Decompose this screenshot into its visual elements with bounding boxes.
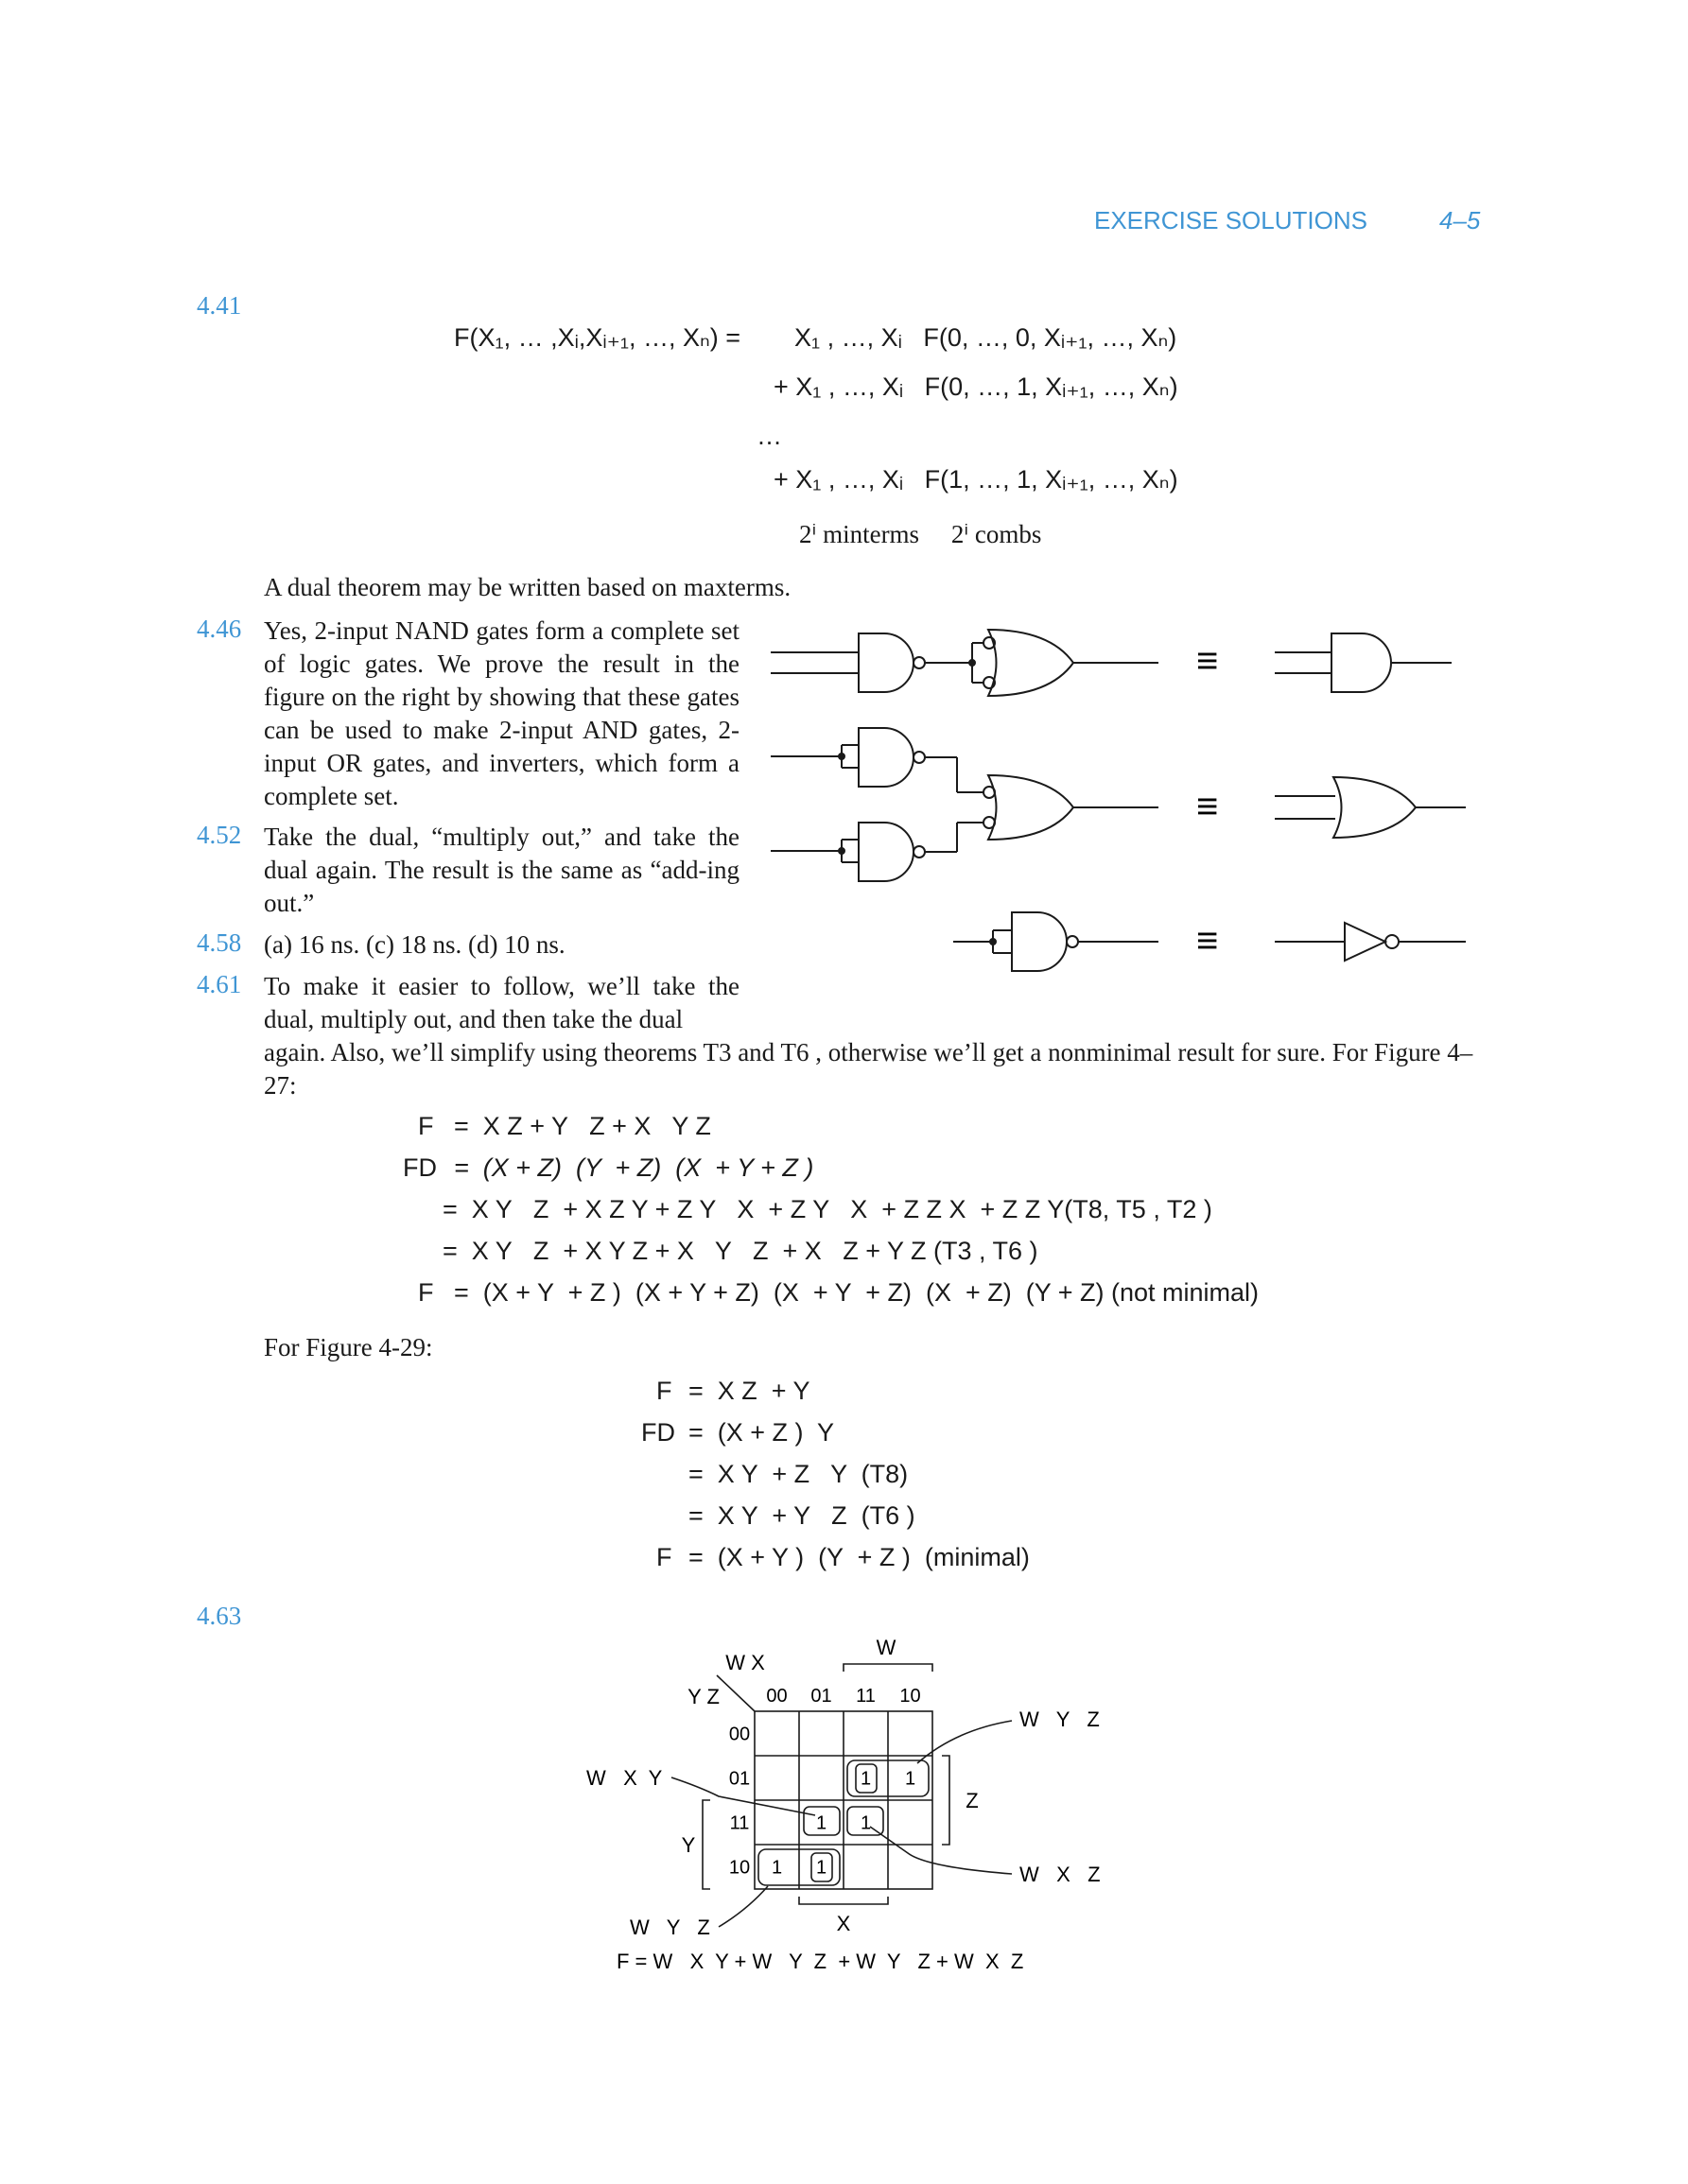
- kmap-cell-value: 1: [904, 1768, 916, 1790]
- kmap-row-header: 00: [728, 1724, 751, 1745]
- kmap-corner-row-label: Y Z: [687, 1685, 720, 1708]
- exercise-text-461-a: To make it easier to follow, we’ll take the dual, multiply out, and then take the dual: [264, 972, 740, 1034]
- eq441-line3: + X₁ , …, Xᵢ F(1, …, 1, Xᵢ₊₁, …, Xₙ): [774, 465, 1178, 494]
- kmap-result-equation: F = W X Y + W Y Z + W Y Z + W X Z: [617, 1950, 1024, 1973]
- exercise-number-461: 4.61: [197, 970, 242, 998]
- kmap-col-header: 01: [810, 1686, 832, 1707]
- page-number: 4–5: [1439, 206, 1481, 234]
- eq-rhs: = X Y Z + X Y Z + X Y Z + X Z + Y Z (T3 , T6 ): [443, 1237, 1038, 1265]
- running-header: EXERCISE SOLUTIONS: [1094, 206, 1367, 234]
- exercise-text-461-b: again. Also, we’ll simplify using theorems T3 and T6 , otherwise we’ll get a nonminimal result for sure. For Figure 4–27:: [264, 1038, 1473, 1101]
- kmap-term-wxz: W X Z: [1019, 1863, 1101, 1886]
- kmap-row-header: 11: [729, 1812, 750, 1834]
- kmap-term-wxy: W X Y: [586, 1766, 663, 1790]
- kmap-col-header: 00: [766, 1686, 788, 1707]
- kmap-row-header: 01: [728, 1768, 751, 1790]
- kmap-cell-value: 1: [860, 1768, 872, 1790]
- kmap-side-y: Y: [681, 1833, 696, 1857]
- kmap-corner-col-label: W X: [725, 1651, 765, 1674]
- eq-rhs: = (X + Y + Z ) (X + Y + Z) (X + Y + Z) (X + Z) (Y + Z) (not minimal): [454, 1278, 1260, 1307]
- exercise-number-441: 4.41: [197, 291, 242, 320]
- exercise-number-452: 4.52: [197, 821, 242, 849]
- equivalence-symbol: ≡: [1196, 920, 1219, 962]
- exercise-number-463: 4.63: [197, 1602, 242, 1630]
- kmap-side-x: X: [836, 1912, 851, 1935]
- eq-rhs: = X Y + Y Z (T6 ): [688, 1501, 915, 1530]
- kmap-var-w: W: [876, 1636, 896, 1659]
- kmap-term-wyz-top: W Y Z: [1019, 1707, 1100, 1731]
- kmap-row-header: 10: [728, 1857, 751, 1879]
- eq-rhs: = X Y Z + X Z Y + Z Y X + Z Y X + Z Z X + Z Z Y(T8, T5 , T2 ): [443, 1195, 1212, 1223]
- figure-429-label: For Figure 4-29:: [264, 1333, 433, 1361]
- eq-rhs: = X Z + Y: [688, 1377, 810, 1405]
- karnaugh-map: [567, 1626, 1135, 1976]
- exercise-text-458: (a) 16 ns. (c) 18 ns. (d) 10 ns.: [264, 930, 566, 959]
- eq-rhs: = X Y + Z Y (T8): [688, 1460, 909, 1488]
- dual-theorem-note: A dual theorem may be written based on maxterms.: [264, 573, 792, 601]
- exercise-number-446: 4.46: [197, 615, 242, 643]
- kmap-term-wyz-bottom: W Y Z: [630, 1915, 710, 1939]
- eq-lhs: FD: [403, 1153, 437, 1182]
- eq441-line1-lhs: F(X₁, … ,Xᵢ,Xᵢ₊₁, …, Xₙ) =: [454, 323, 741, 352]
- eq-rhs: = (X + Z ) Y: [688, 1418, 835, 1447]
- eq-lhs: F: [656, 1543, 672, 1571]
- kmap-col-header: 11: [856, 1686, 876, 1707]
- eq-rhs: = (X + Z) (Y + Z) (X + Y + Z ): [454, 1153, 814, 1182]
- kmap-cell-value: 1: [771, 1857, 783, 1879]
- kmap-col-header: 10: [899, 1686, 921, 1707]
- eq441-line2: + X₁ , …, Xᵢ F(0, …, 1, Xᵢ₊₁, …, Xₙ): [774, 373, 1178, 401]
- eq-lhs: F: [418, 1112, 434, 1140]
- equivalence-symbol: ≡: [1196, 786, 1219, 827]
- kmap-cell-value: 1: [815, 1812, 827, 1834]
- eq-lhs: F: [418, 1278, 434, 1307]
- eq441-note: 2ⁱ minterms 2ⁱ combs: [799, 520, 1042, 548]
- exercise-text-446: Yes, 2-input NAND gates form a complete set of logic gates. We prove the result in the figure on the right by showing that these gates can be used to make 2-input AND gates, 2-input OR gates, and inverters, which form a complete set.: [264, 616, 740, 811]
- eq-lhs: F: [656, 1377, 672, 1405]
- equivalence-symbol: ≡: [1196, 640, 1219, 682]
- eq-rhs: = (X + Y ) (Y + Z ) (minimal): [688, 1543, 1030, 1571]
- nand-gates-figure: [757, 615, 1475, 974]
- exercise-text-452: Take the dual, “multiply out,” and take the dual again. The result is the same as “add-ing out.”: [264, 823, 740, 918]
- kmap-cell-value: 1: [815, 1857, 827, 1879]
- eq441-line1-rhs: X₁ , …, Xᵢ F(0, …, 0, Xᵢ₊₁, …, Xₙ): [794, 323, 1177, 352]
- exercise-number-458: 4.58: [197, 928, 242, 957]
- eq441-dots: …: [757, 422, 782, 450]
- eq-lhs: FD: [641, 1418, 675, 1447]
- kmap-cell-value: 1: [860, 1812, 872, 1834]
- eq-rhs: = X Z + Y Z + X Y Z: [454, 1112, 711, 1140]
- kmap-side-z: Z: [966, 1789, 979, 1812]
